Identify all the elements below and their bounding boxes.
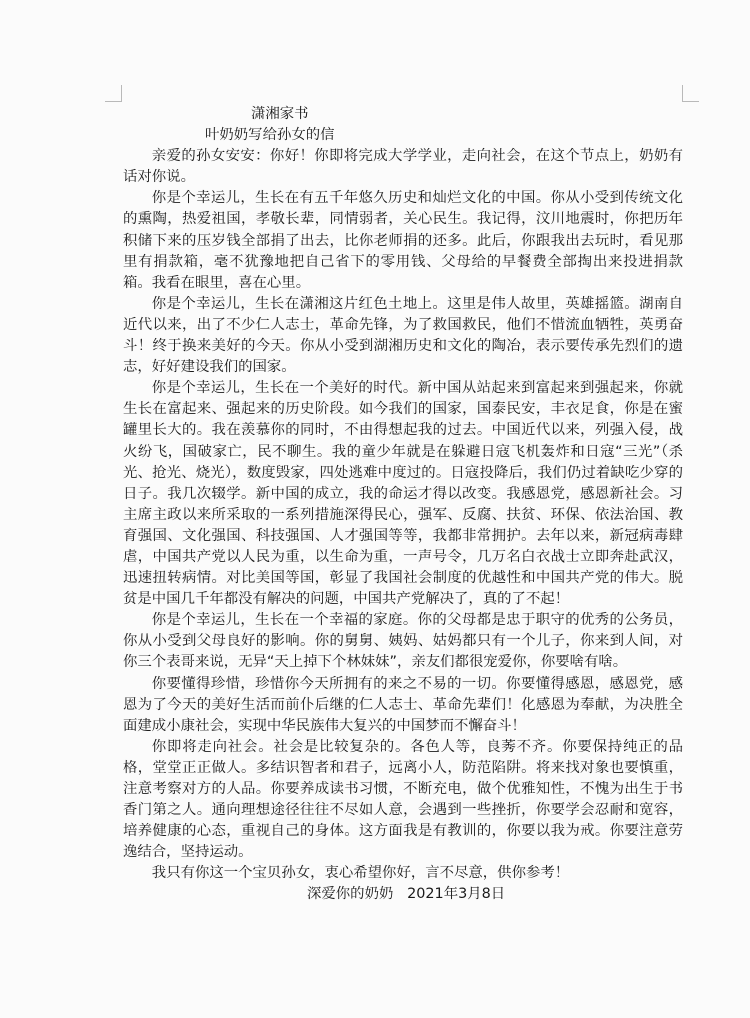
paragraph-lucky-china: 你是个幸运儿，生长在有五千年悠久历史和灿烂文化的中国。你从小受到传统文化的熏陶，热爱祖国，孝敬长辈，同情弱者，关心民生。我记得，汶川地震时，你把历年积储下来的压岁钱全部捐了出去，比你老师捐的还多。此后，你跟我出去玩时，看见那里有捐款箱，毫不犹豫地把自己省下的零用钱、父母给的早餐费全部掏出来投进捐款箱。我看在眼里，喜在心里。	[123, 190, 683, 291]
signature-line: 深爱你的奶奶 2021年3月8日	[307, 886, 506, 903]
paragraph-cherish: 你要懂得珍惜，珍惜你今天所拥有的来之不易的一切。你要懂得感恩，感恩党，感恩为了今天的美好生活而前仆后继的仁人志士、革命先辈们！化感恩为奉献，为决胜全面建成小康社会，实现中华民族伟大复兴的中国梦而不懈奋斗！	[123, 675, 683, 734]
document-subtitle: 叶奶奶写给孙女的信	[205, 127, 335, 144]
paragraph-society: 你即将走向社会。社会是比较复杂的。各色人等，良莠不齐。你要保持纯正的品格，堂堂正正做人。多结识智者和君子，远离小人，防范陷阱。将来找对象也要慎重，注意考察对方的人品。你要养成读书习惯，不断充电，做个优雅知性，不愧为出生于书香门第之人。通向理想途径往往不尽如人意，会遇到一些挫折，你要学会忍耐和宽容，培养健康的心态，重视自己的身体。这方面我是有教训的，你要以我为戒。你要注意劳逸结合，坚持运动。	[123, 738, 683, 861]
paragraph-closing: 我只有你这一个宝贝孙女，衷心希望你好，言不尽意，供你参考！	[151, 865, 570, 882]
page-corner-mark-top-right	[682, 85, 699, 102]
document-title: 潇湘家书	[251, 106, 309, 122]
paragraph-lucky-era: 你是个幸运儿，生长在一个美好的时代。新中国从站起来到富起来到强起来，你就生长在富起来、强起来的历史阶段。如今我们的国家，国泰民安，丰衣足食，你是在蜜罐里长大的。我在羡慕你的同时，不由得想起我的过去。中国近代以来，列强入侵，战火纷飞，国破家亡，民不聊生。我的童少年就是在躲避日寇飞机轰炸和日寇“三光”（杀光、抢光、烧光），数度毁家，四处逃难中度过的。日寇投降后，我们仍过着缺吃少穿的日子。我几次辍学。新中国的成立，我的命运才得以改变。我感恩党，感恩新社会。习主席主政以来所采取的一系列措施深得民心，强军、反腐、扶贫、环保、依法治国、教育强国、文化强国、科技强国、人才强国等等，我都非常拥护。去年以来，新冠病毒肆虐，中国共产党以人民为重，以生命为重，一声号令，几万名白衣战士立即奔赴武汉，迅速扭转病情。对比美国等国，彰显了我国社会制度的优越性和中国共产党的伟大。脱贫是中国几千年都没有解决的问题，中国共产党解决了，真的了不起！	[123, 380, 683, 608]
paragraph-lucky-family: 你是个幸运儿，生长在一个幸福的家庭。你的父母都是忠于职守的优秀的公务员，你从小受到父母良好的影响。你的舅舅、姨妈、姑妈都只有一个儿子，你来到人间，对你三个表哥来说，无异“天上掉下个林妹妹”，亲友们都很宠爱你，你要啥有啥。	[123, 612, 683, 671]
letter-body	[123, 104, 683, 906]
page-corner-mark-top-left	[105, 85, 122, 102]
paragraph-lucky-hunan: 你是个幸运儿，生长在潇湘这片红色土地上。这里是伟人故里，英雄摇篮。湖南自近代以来，出了不少仁人志士，革命先锋，为了救国救民，他们不惜流血牺牲，英勇奋斗！终于换来美好的今天。你从小受到湖湘历史和文化的陶冶，表示要传承先烈们的遗志，好好建设我们的国家。	[123, 295, 683, 376]
paragraph-greeting: 亲爱的孙女安安：你好！你即将完成大学学业，走向社会，在这个节点上，奶奶有话对你说。	[123, 148, 683, 186]
